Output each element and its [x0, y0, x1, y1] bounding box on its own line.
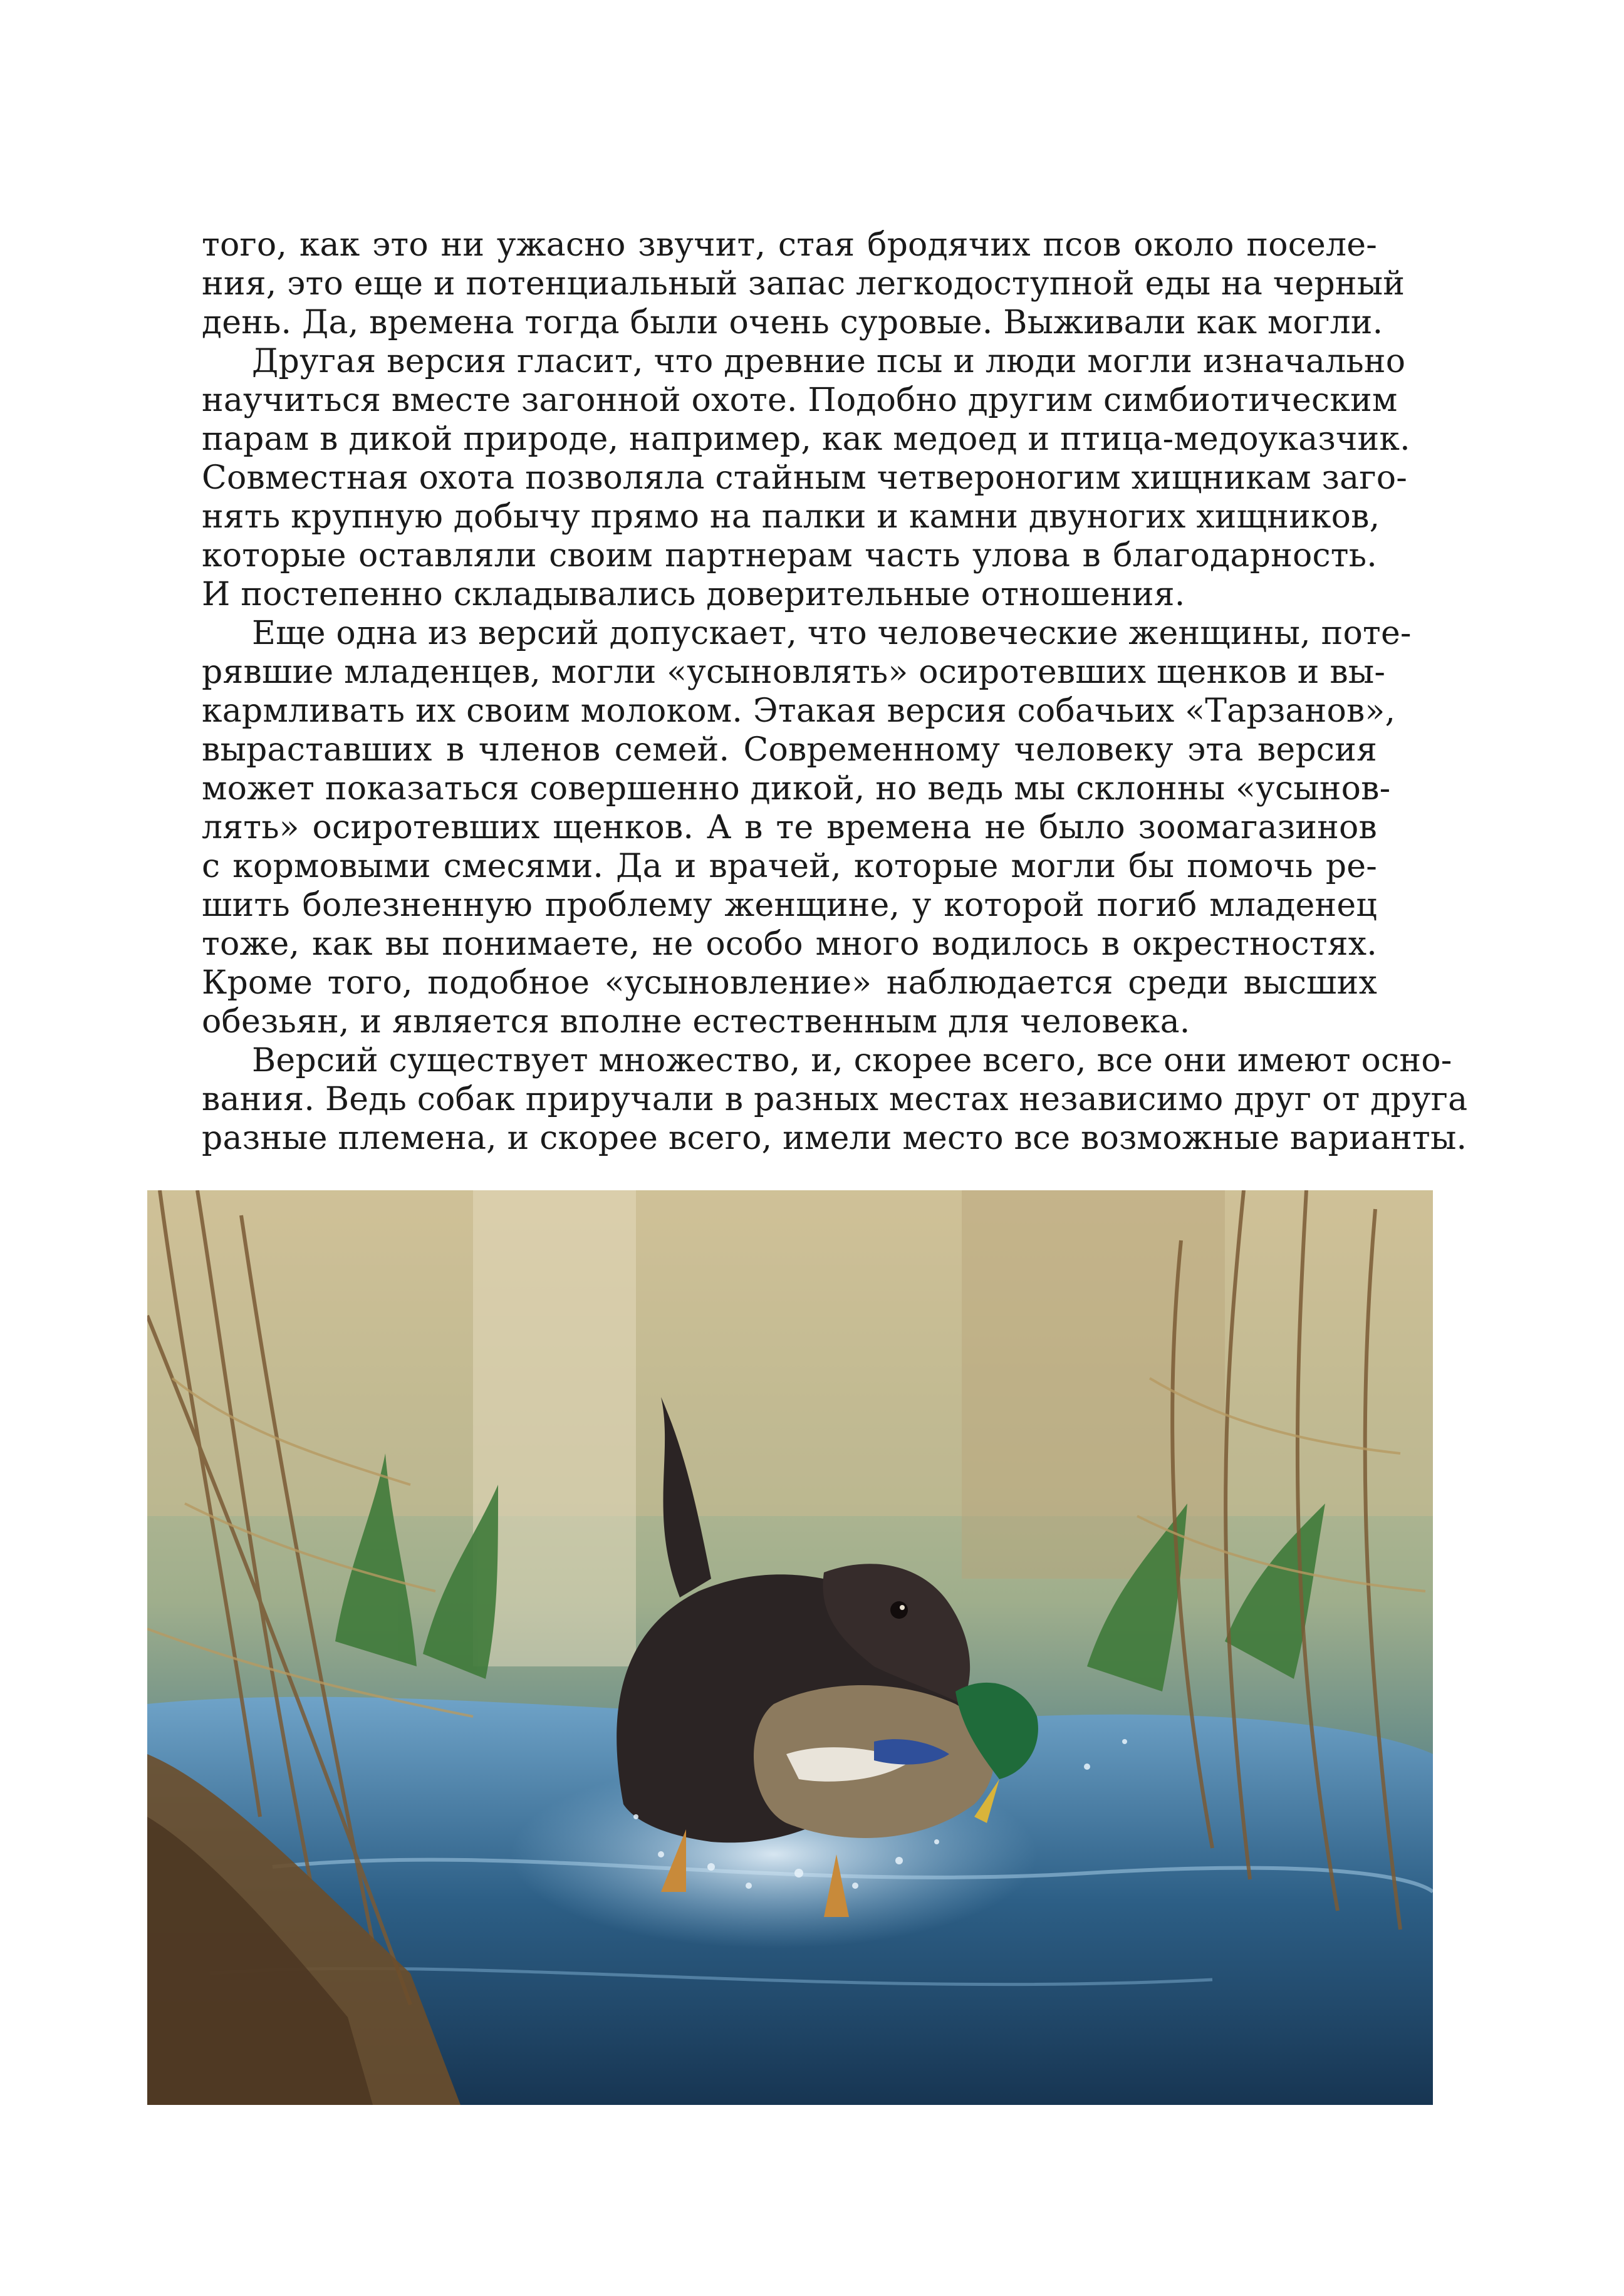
text-line: Версий существует множество, и, скорее всего, все они имеют осно- — [252, 1042, 1452, 1079]
text-line: которые оставляли своим партнерам часть улова в благодарность. — [202, 537, 1377, 574]
photo-illustration — [147, 1190, 1433, 2105]
text-line: с кормовыми смесями. Да и врачей, которые могли бы помочь ре- — [202, 848, 1377, 885]
text-line: тоже, как вы понимаете, не особо много водилось в окрестностях. — [202, 925, 1377, 963]
text-line: того, как это ни ужасно звучит, стая бродячих псов около поселе- — [202, 226, 1377, 264]
text-line: день. Да, времена тогда были очень суровые. Выживали как могли. — [202, 304, 1383, 341]
paragraph — [202, 226, 1405, 342]
text-line: кармливать их своим молоком. Этакая версия собачьих «Тарзанов», — [202, 692, 1396, 730]
text-line: ния, это еще и потенциальный запас легкодоступной еды на черный — [202, 265, 1405, 303]
photo-dog-retrieving-duck — [147, 1190, 1433, 2105]
text-line: Еще одна из версий допускает, что человеческие женщины, поте- — [252, 615, 1412, 652]
text-line: разные племена, и скорее всего, имели место все возможные варианты. — [202, 1119, 1467, 1157]
paragraph — [202, 342, 1410, 614]
text-line: научиться вместе загонной охоте. Подобно другим симбиотическим — [202, 382, 1398, 419]
paragraph — [202, 1041, 1468, 1158]
text-line: обезьян, и является вполне естественным для человека. — [202, 1003, 1190, 1041]
text-line: шить болезненную проблему женщине, у которой погиб младенец — [202, 886, 1377, 924]
body-text — [202, 226, 1468, 1158]
text-line: вания. Ведь собак приручали в разных местах независимо друг от друга — [202, 1081, 1468, 1118]
text-line: Другая версия гласит, что древние псы и люди могли изначально — [252, 343, 1406, 380]
text-line: рявшие младенцев, могли «усыновлять» осиротевших щенков и вы- — [202, 653, 1386, 691]
text-line: может показаться совершенно дикой, но ведь мы склонны «усынов- — [202, 770, 1391, 808]
text-line: лять» осиротевших щенков. А в те времена не было зоомагазинов — [202, 809, 1377, 846]
text-line: выраставших в членов семей. Современному человеку эта версия — [202, 731, 1377, 769]
text-line: нять крупную добычу прямо на палки и камни двуногих хищников, — [202, 498, 1380, 536]
text-line: Совместная охота позволяла стайным четвероногим хищникам заго- — [202, 459, 1408, 497]
text-line: И постепенно складывались доверительные отношения. — [202, 576, 1185, 613]
text-line: парам в дикой природе, например, как медоед и птица-медоуказчик. — [202, 420, 1410, 458]
paragraph — [202, 614, 1412, 1041]
text-line: Кроме того, подобное «усыновление» наблюдается среди высших — [202, 964, 1377, 1002]
